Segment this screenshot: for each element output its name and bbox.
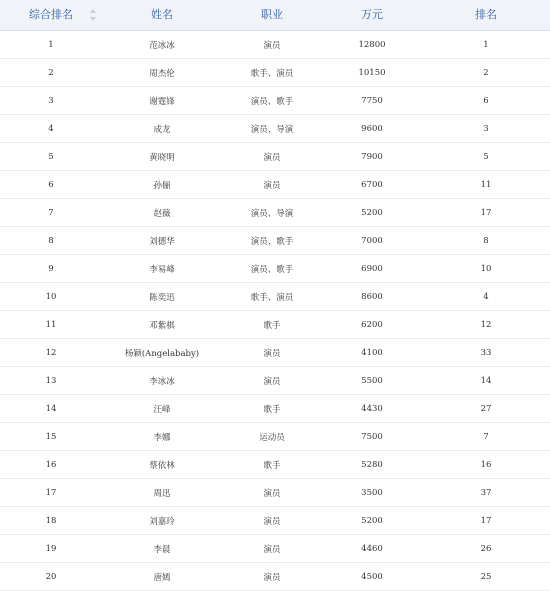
occupation-cell: 演员、歌手 (250, 236, 294, 247)
income-cell: 4460 (361, 543, 383, 554)
name-cell: 李娜 (153, 432, 171, 443)
sort-icon[interactable] (90, 9, 96, 21)
income-cell: 5500 (361, 375, 383, 386)
table-row (0, 143, 550, 171)
name-cell: 黄晓明 (149, 152, 175, 163)
rank-cell: 17 (480, 515, 492, 526)
income-cell: 4100 (361, 347, 383, 358)
table-row (0, 283, 550, 311)
occupation-cell: 演员、导演 (250, 208, 294, 219)
rank-cell: 26 (480, 543, 492, 554)
occupation-cell: 歌手、演员 (250, 292, 294, 303)
rank-cell: 5 (483, 151, 489, 162)
income-cell: 3500 (361, 487, 383, 498)
name-cell: 周杰伦 (149, 68, 175, 79)
name-cell: 周迅 (153, 488, 171, 499)
table-header (0, 0, 550, 31)
rank-cell: 7 (483, 431, 489, 442)
table-row (0, 563, 550, 591)
rank-cell: 33 (480, 347, 492, 358)
rank-cell: 25 (480, 571, 492, 582)
occupation-cell: 演员 (263, 40, 281, 51)
overall-rank-cell: 2 (48, 67, 54, 78)
rank-cell: 27 (480, 403, 492, 414)
rank-cell: 4 (483, 291, 489, 302)
rank-cell: 16 (480, 459, 492, 470)
income-cell: 6900 (361, 263, 383, 274)
overall-rank-cell: 20 (45, 571, 57, 582)
income-cell: 5200 (361, 207, 383, 218)
header-income[interactable]: 万元 (361, 8, 383, 21)
income-cell: 7750 (361, 95, 383, 106)
rank-cell: 37 (480, 487, 492, 498)
occupation-cell: 演员 (263, 180, 281, 191)
header-overall-rank-label: 综合排名 (29, 8, 73, 21)
overall-rank-cell: 19 (45, 543, 57, 554)
table-row (0, 255, 550, 283)
occupation-cell: 演员 (263, 348, 281, 359)
overall-rank-cell: 12 (45, 347, 57, 358)
overall-rank-cell: 17 (45, 487, 57, 498)
occupation-cell: 演员、歌手 (250, 264, 294, 275)
occupation-cell: 运动员 (259, 432, 285, 443)
occupation-cell: 歌手 (263, 460, 281, 471)
overall-rank-cell: 7 (48, 207, 54, 218)
header-rank[interactable]: 排名 (475, 8, 497, 21)
table-row (0, 507, 550, 535)
income-cell: 7900 (361, 151, 383, 162)
table-row (0, 311, 550, 339)
table-row (0, 451, 550, 479)
overall-rank-cell: 4 (48, 123, 54, 134)
occupation-cell: 演员 (263, 376, 281, 387)
overall-rank-cell: 16 (45, 459, 57, 470)
occupation-cell: 演员、歌手 (250, 96, 294, 107)
income-cell: 5200 (361, 515, 383, 526)
table-row (0, 395, 550, 423)
table-row (0, 339, 550, 367)
name-cell: 李冰冰 (149, 376, 175, 387)
table-row (0, 227, 550, 255)
occupation-cell: 演员 (263, 488, 281, 499)
income-cell: 5280 (361, 459, 383, 470)
name-cell: 陈奕迅 (149, 292, 175, 303)
occupation-cell: 演员 (263, 572, 281, 583)
overall-rank-cell: 10 (45, 291, 57, 302)
overall-rank-cell: 11 (45, 319, 57, 330)
income-cell: 6200 (361, 319, 383, 330)
overall-rank-cell: 14 (45, 403, 57, 414)
name-cell: 唐嫣 (153, 572, 171, 583)
overall-rank-cell: 8 (48, 235, 54, 246)
table-row (0, 87, 550, 115)
name-cell: 刘嘉玲 (149, 516, 175, 527)
income-cell: 10150 (358, 67, 386, 78)
header-name[interactable]: 姓名 (151, 8, 173, 21)
overall-rank-cell: 1 (48, 39, 54, 50)
table-row (0, 171, 550, 199)
income-cell: 9600 (361, 123, 383, 134)
table-row (0, 535, 550, 563)
name-cell: 孙俪 (153, 180, 171, 191)
occupation-cell: 演员 (263, 516, 281, 527)
income-cell: 7500 (361, 431, 383, 442)
rank-cell: 10 (480, 263, 492, 274)
header-overall-rank[interactable] (0, 0, 102, 30)
table-row (0, 479, 550, 507)
income-cell: 8600 (361, 291, 383, 302)
overall-rank-cell: 18 (45, 515, 57, 526)
occupation-cell: 歌手 (263, 404, 281, 415)
name-cell: 成龙 (153, 124, 171, 135)
overall-rank-cell: 13 (45, 375, 57, 386)
name-cell: 蔡依林 (149, 460, 175, 471)
income-cell: 12800 (358, 39, 386, 50)
header-occupation[interactable]: 职业 (261, 8, 283, 21)
overall-rank-cell: 6 (48, 179, 54, 190)
table-row (0, 367, 550, 395)
name-cell: 李易峰 (149, 264, 175, 275)
overall-rank-cell: 3 (48, 95, 54, 106)
name-cell: 邓紫棋 (149, 320, 175, 331)
name-cell: 刘德华 (149, 236, 175, 247)
rank-cell: 6 (483, 95, 489, 106)
table-row (0, 423, 550, 451)
name-cell: 谢霆锋 (149, 96, 175, 107)
occupation-cell: 演员 (263, 544, 281, 555)
occupation-cell: 演员 (263, 152, 281, 163)
rank-cell: 3 (483, 123, 489, 134)
income-cell: 6700 (361, 179, 383, 190)
rank-cell: 17 (480, 207, 492, 218)
rank-cell: 12 (480, 319, 492, 330)
income-cell: 4430 (361, 403, 383, 414)
occupation-cell: 歌手、演员 (250, 68, 294, 79)
occupation-cell: 歌手 (263, 320, 281, 331)
name-cell: 赵薇 (153, 208, 171, 219)
table-row (0, 115, 550, 143)
rank-cell: 8 (483, 235, 489, 246)
table-row (0, 59, 550, 87)
overall-rank-cell: 9 (48, 263, 54, 274)
overall-rank-cell: 15 (45, 431, 57, 442)
name-cell: 杨颖(Angelababy) (124, 348, 200, 359)
table-row (0, 199, 550, 227)
overall-rank-cell: 5 (48, 151, 54, 162)
name-cell: 范冰冰 (149, 40, 175, 51)
name-cell: 汪峰 (153, 404, 171, 415)
income-cell: 7000 (361, 235, 383, 246)
rank-cell: 14 (480, 375, 492, 386)
table-row (0, 31, 550, 59)
rank-cell: 11 (480, 179, 492, 190)
income-cell: 4500 (361, 571, 383, 582)
occupation-cell: 演员、导演 (250, 124, 294, 135)
rank-cell: 2 (483, 67, 489, 78)
name-cell: 李晨 (153, 544, 171, 555)
table-body (0, 31, 550, 591)
rank-cell: 1 (483, 39, 489, 50)
